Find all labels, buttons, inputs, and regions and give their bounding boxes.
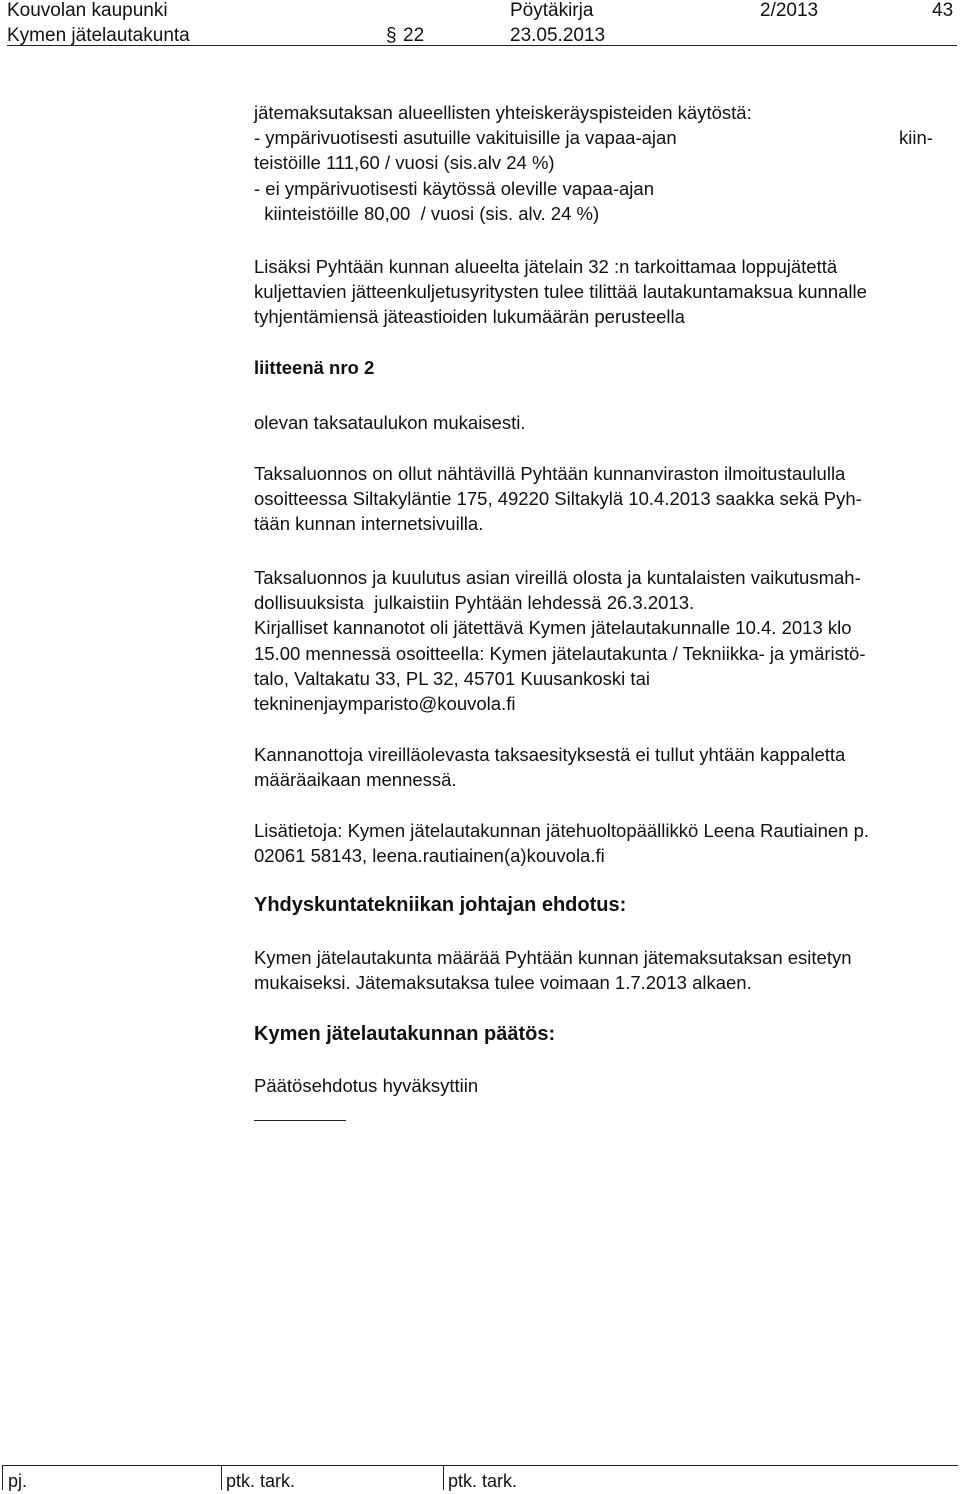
display-notice-paragraph — [254, 461, 862, 537]
footer-initials-checker-2: ptk. tark. — [448, 1471, 518, 1491]
document-type: Pöytäkirja — [510, 0, 594, 21]
waste-fee-paragraph — [254, 254, 867, 330]
footer-initials-checker-1: ptk. tark. — [226, 1471, 296, 1491]
fee-line: kiinteistöille 80,00 / vuosi (sis. alv. 24 %) — [254, 202, 600, 224]
fee-block — [254, 100, 752, 226]
section-symbol: § — [386, 25, 397, 46]
paragraph-line: Taksaluonnos ja kuulutus asian vireillä olosta ja kuntalaisten vaikutusmah- — [254, 567, 861, 588]
paragraph-line: dollisuuksista julkaistiin Pyhtään lehdessä 26.3.2013. — [254, 592, 695, 614]
paragraph-line: 15.00 mennessä osoitteella: Kymen jätelautakunta / Tekniikka- ja ymäristö- — [254, 642, 866, 664]
fee-line: - ei ympärivuotisesti käytössä oleville vapaa-ajan — [254, 177, 654, 199]
paragraph-line: 02061 58143, leena.rautiainen(a)kouvola.fi — [254, 845, 605, 867]
organization-name: Kouvolan kaupunki — [7, 0, 168, 21]
paragraph-line: kuljettavien jätteenkuljetusyritysten tulee tilittää lautakuntamaksua kunnalle — [254, 281, 867, 303]
footer-tick — [221, 1466, 222, 1490]
attachment-reference: liitteenä nro 2 — [254, 357, 375, 378]
paragraph-line: osoitteessa Siltakyläntie 175, 49220 Siltakylä 10.4.2013 saakka sekä Pyh- — [254, 488, 862, 510]
tariff-table-reference: olevan taksataulukon mukaisesti. — [254, 412, 526, 433]
paragraph-line: määräaikaan mennessä. — [254, 769, 457, 791]
paragraph-line: talo, Valtakatu 33, PL 32, 45701 Kuusankoski tai — [254, 667, 650, 689]
page-number: 43 — [932, 0, 954, 21]
announcement-paragraph — [254, 565, 866, 716]
fee-hyphen-tail: kiin- — [899, 127, 933, 148]
section-number: 22 — [403, 25, 425, 46]
paragraph-line: Kirjalliset kannanotot oli jätettävä Kymen jätelautakunnalle 10.4. 2013 klo — [254, 617, 852, 639]
paragraph-line: Kannanottoja vireilläolevasta taksaesityksestä ei tullut yhtään kappaletta — [254, 744, 846, 765]
email-link[interactable]: tekninenjaymparisto@kouvola.fi — [254, 693, 516, 715]
fee-line: jätemaksutaksan alueellisten yhteiskeräyspisteiden käytöstä: — [254, 102, 752, 123]
paragraph-line: Lisätietoja: Kymen jätelautakunnan jätehuoltopäällikkö Leena Rautiainen p. — [254, 820, 870, 841]
decision-end-rule — [254, 1120, 346, 1121]
footer-rule — [2, 1465, 958, 1466]
footer-tick — [2, 1466, 3, 1490]
meeting-date: 23.05.2013 — [510, 25, 606, 46]
footer-tick — [443, 1466, 444, 1490]
fee-line: teistöille 111,60 / vuosi (sis.alv 24 %) — [254, 152, 555, 174]
paragraph-line: mukaiseksi. Jätemaksutaksa tulee voimaan 1.7.2013 alkaen. — [254, 972, 752, 994]
contact-info-paragraph — [254, 818, 869, 868]
committee-name: Kymen jätelautakunta — [7, 25, 190, 46]
fee-line: - ympärivuotisesti asutuille vakituisille ja vapaa-ajan — [254, 127, 677, 149]
header-rule — [7, 45, 957, 46]
footer-initials-chair: pj. — [8, 1471, 28, 1491]
paragraph-line: Kymen jätelautakunta määrää Pyhtään kunnan jätemaksutaksan esitetyn — [254, 947, 852, 968]
paragraph-line: Taksaluonnos on ollut nähtävillä Pyhtään kunnanviraston ilmoitustaululla — [254, 463, 846, 484]
paragraph-line: Lisäksi Pyhtään kunnan alueelta jätelain 32 :n tarkoittamaa loppujätettä — [254, 256, 838, 277]
document-number: 2/2013 — [760, 0, 819, 21]
statements-paragraph — [254, 742, 845, 792]
proposal-text — [254, 945, 852, 995]
decision-text: Päätösehdotus hyväksyttiin — [254, 1075, 479, 1096]
decision-heading: Kymen jätelautakunnan päätös: — [254, 1023, 556, 1045]
paragraph-line: tään kunnan internetsivuilla. — [254, 513, 484, 535]
proposal-heading: Yhdyskuntatekniikan johtajan ehdotus: — [254, 894, 627, 916]
paragraph-line: tyhjentämiensä jäteastioiden lukumäärän perusteella — [254, 306, 685, 328]
